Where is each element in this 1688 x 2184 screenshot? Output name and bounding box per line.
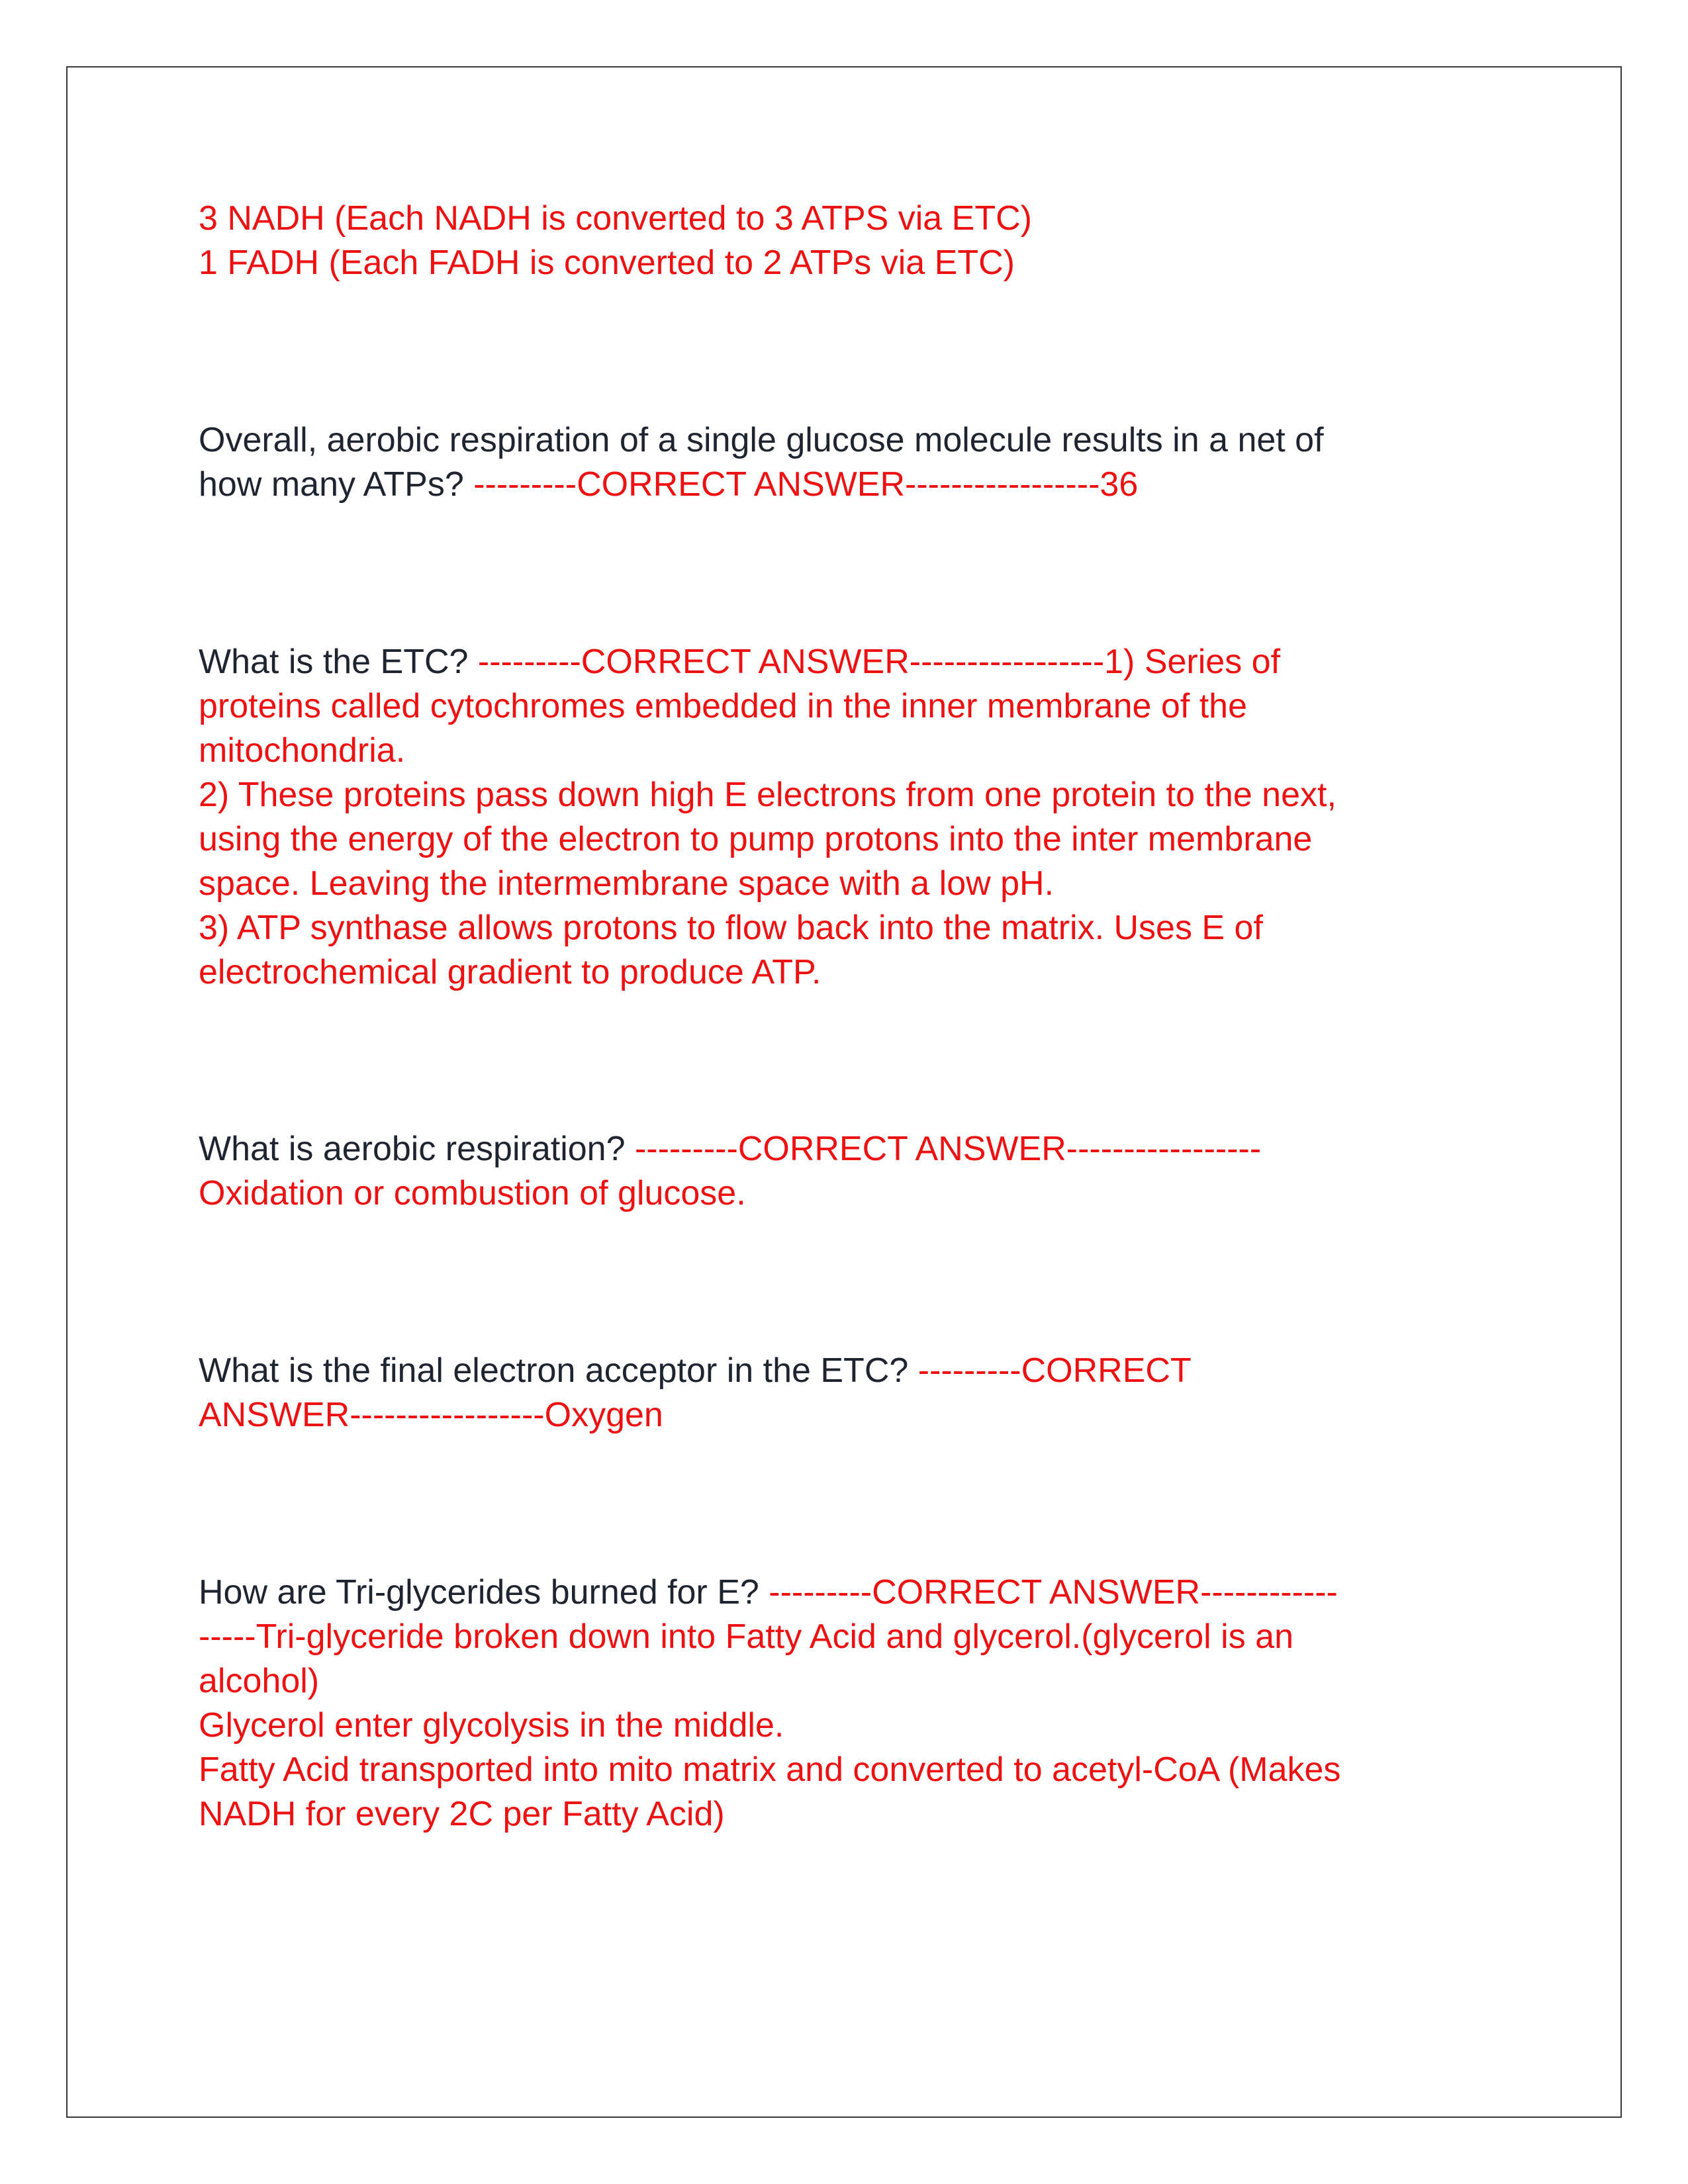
intro-block — [199, 197, 1523, 285]
answer-line: 2) These proteins pass down high E electrons from one protein to the next, — [199, 776, 1336, 814]
answer-line: using the energy of the electron to pump protons into the inter membrane — [199, 820, 1313, 858]
qa-block-etc — [199, 640, 1523, 995]
intro-line: 1 FADH (Each FADH is converted to 2 ATPs via ETC) — [199, 244, 1015, 282]
answer-line: Oxidation or combustion of glucose. — [199, 1174, 746, 1212]
answer-line: Glycerol enter glycolysis in the middle. — [199, 1706, 784, 1745]
answer-text: ---------CORRECT ANSWER------------ — [769, 1573, 1338, 1612]
answer-text: ---------CORRECT ANSWER----------------- — [634, 1130, 1262, 1168]
intro-line: 3 NADH (Each NADH is converted to 3 ATPS via ETC) — [199, 199, 1032, 238]
question-text: What is the ETC? — [199, 643, 478, 681]
question-text: What is the final electron acceptor in the ETC? — [199, 1351, 918, 1390]
question-text: What is aerobic respiration? — [199, 1130, 635, 1168]
answer-line: Fatty Acid transported into mito matrix and converted to acetyl-CoA (Makes — [199, 1751, 1341, 1789]
spacer — [199, 995, 1523, 1127]
qa-block-final-acceptor — [199, 1349, 1523, 1437]
qa-line — [199, 640, 1523, 684]
question-text: Overall, aerobic respiration of a single glucose molecule results in a net of — [199, 421, 1324, 459]
answer-line: electrochemical gradient to produce ATP. — [199, 953, 821, 991]
answer-text: ---------CORRECT ANSWER-----------------1) Series of — [477, 643, 1281, 681]
question-text: how many ATPs? — [199, 465, 474, 504]
qa-line — [199, 1349, 1523, 1393]
answer-text: ---------CORRECT — [917, 1351, 1192, 1390]
answer-line: ANSWER-----------------Oxygen — [199, 1396, 663, 1434]
question-text: How are Tri-glycerides burned for E? — [199, 1573, 769, 1612]
qa-line — [199, 418, 1523, 463]
answer-line: mitochondria. — [199, 731, 406, 770]
qa-block-atp-yield — [199, 418, 1523, 507]
qa-block-aerobic-respiration — [199, 1127, 1523, 1216]
spacer — [199, 1437, 1523, 1570]
answer-line: proteins called cytochromes embedded in the inner membrane of the — [199, 687, 1247, 725]
document-body — [199, 197, 1523, 1837]
answer-line: alcohol) — [199, 1662, 320, 1700]
qa-line — [199, 1127, 1523, 1171]
answer-line: space. Leaving the intermembrane space with a low pH. — [199, 864, 1055, 903]
spacer — [199, 285, 1523, 418]
qa-line — [199, 463, 1523, 507]
answer-line: NADH for every 2C per Fatty Acid) — [199, 1795, 725, 1833]
answer-text: ---------CORRECT ANSWER-----------------36 — [473, 465, 1139, 504]
qa-block-triglycerides — [199, 1570, 1523, 1837]
qa-line — [199, 1570, 1523, 1615]
spacer — [199, 507, 1523, 640]
answer-line: -----Tri-glyceride broken down into Fatty Acid and glycerol.(glycerol is an — [199, 1617, 1294, 1656]
answer-line: 3) ATP synthase allows protons to flow back into the matrix. Uses E of — [199, 909, 1263, 947]
spacer — [199, 1216, 1523, 1349]
